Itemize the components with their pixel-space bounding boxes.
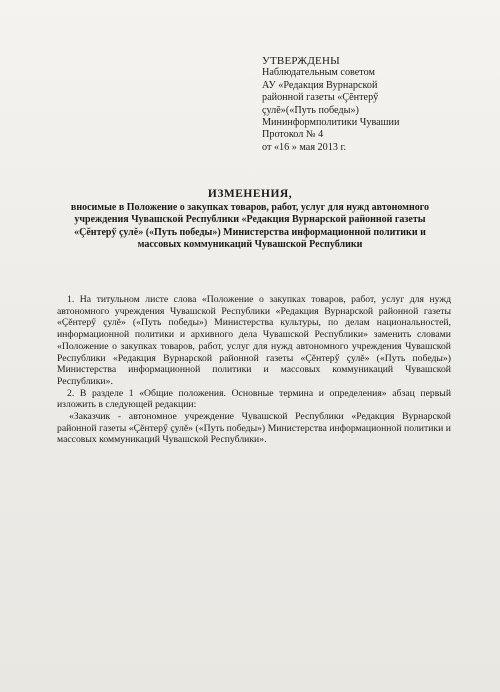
approval-stamp-block <box>262 55 399 154</box>
approval-line: Протокол № 4 <box>262 129 324 141</box>
paragraph-1: 1. На титульном листе слова «Положение о закупках товаров, работ, услуг для нужд автономного учреждения Чувашской Республики «Редакция Вурнарской районной газеты «Çĕнтерӳ çулĕ» («Путь победы») Министерства культуры, по делам национальностей, информационной политики и архивного дела Чувашской Республики» заменить словами «Положение о закупках товаров, работ, услуг для нужд автономного учреждения Чувашской Республики «Редакция Вурнарской районной газеты «Çĕнтерӳ çулĕ» («Путь победы») Министерства информационной политики и массовых коммуникаций Чувашской Республики». <box>57 294 451 387</box>
approval-line: çулĕ»(«Путь победы») <box>262 104 359 116</box>
document-subtitle-line: «Çĕнтерӳ çулĕ» («Путь победы») Министерства информационной политики и <box>74 226 426 238</box>
document-title-block <box>40 188 460 251</box>
approval-line: АУ «Редакция Вурнарской <box>262 79 378 91</box>
approval-heading: УТВЕРЖДЕНЫ <box>262 55 340 67</box>
approval-line: Мининформполитики Чувашии <box>262 117 400 129</box>
approval-line: районной газеты «Çĕнтерӳ <box>262 92 379 104</box>
document-subtitle-line: массовых коммуникаций Чувашской Республики <box>137 238 363 250</box>
paragraph-3: «Заказчик - автономное учреждение Чувашской Республики «Редакция Вурнарской районной газеты «Çĕнтерӳ çулĕ» («Путь победы») Министерства информационной политики и массовых коммуникаций Чувашской Республики». <box>57 411 451 446</box>
document-body <box>57 294 451 446</box>
approval-line: от «16 » мая 2013 г. <box>262 141 347 153</box>
approval-line: Наблюдательным советом <box>262 67 375 79</box>
document-subtitle-line: вносимые в Положение о закупках товаров, работ, услуг для нужд автономного <box>70 202 430 214</box>
paragraph-2: 2. В разделе 1 «Общие положения. Основные термина и определения» абзац первый изложить в следующей редакции: <box>57 387 451 411</box>
document-subtitle-line: учреждения Чувашской Республики «Редакция Вурнарской районной газеты <box>74 214 426 226</box>
document-title: ИЗМЕНЕНИЯ, <box>207 188 293 200</box>
